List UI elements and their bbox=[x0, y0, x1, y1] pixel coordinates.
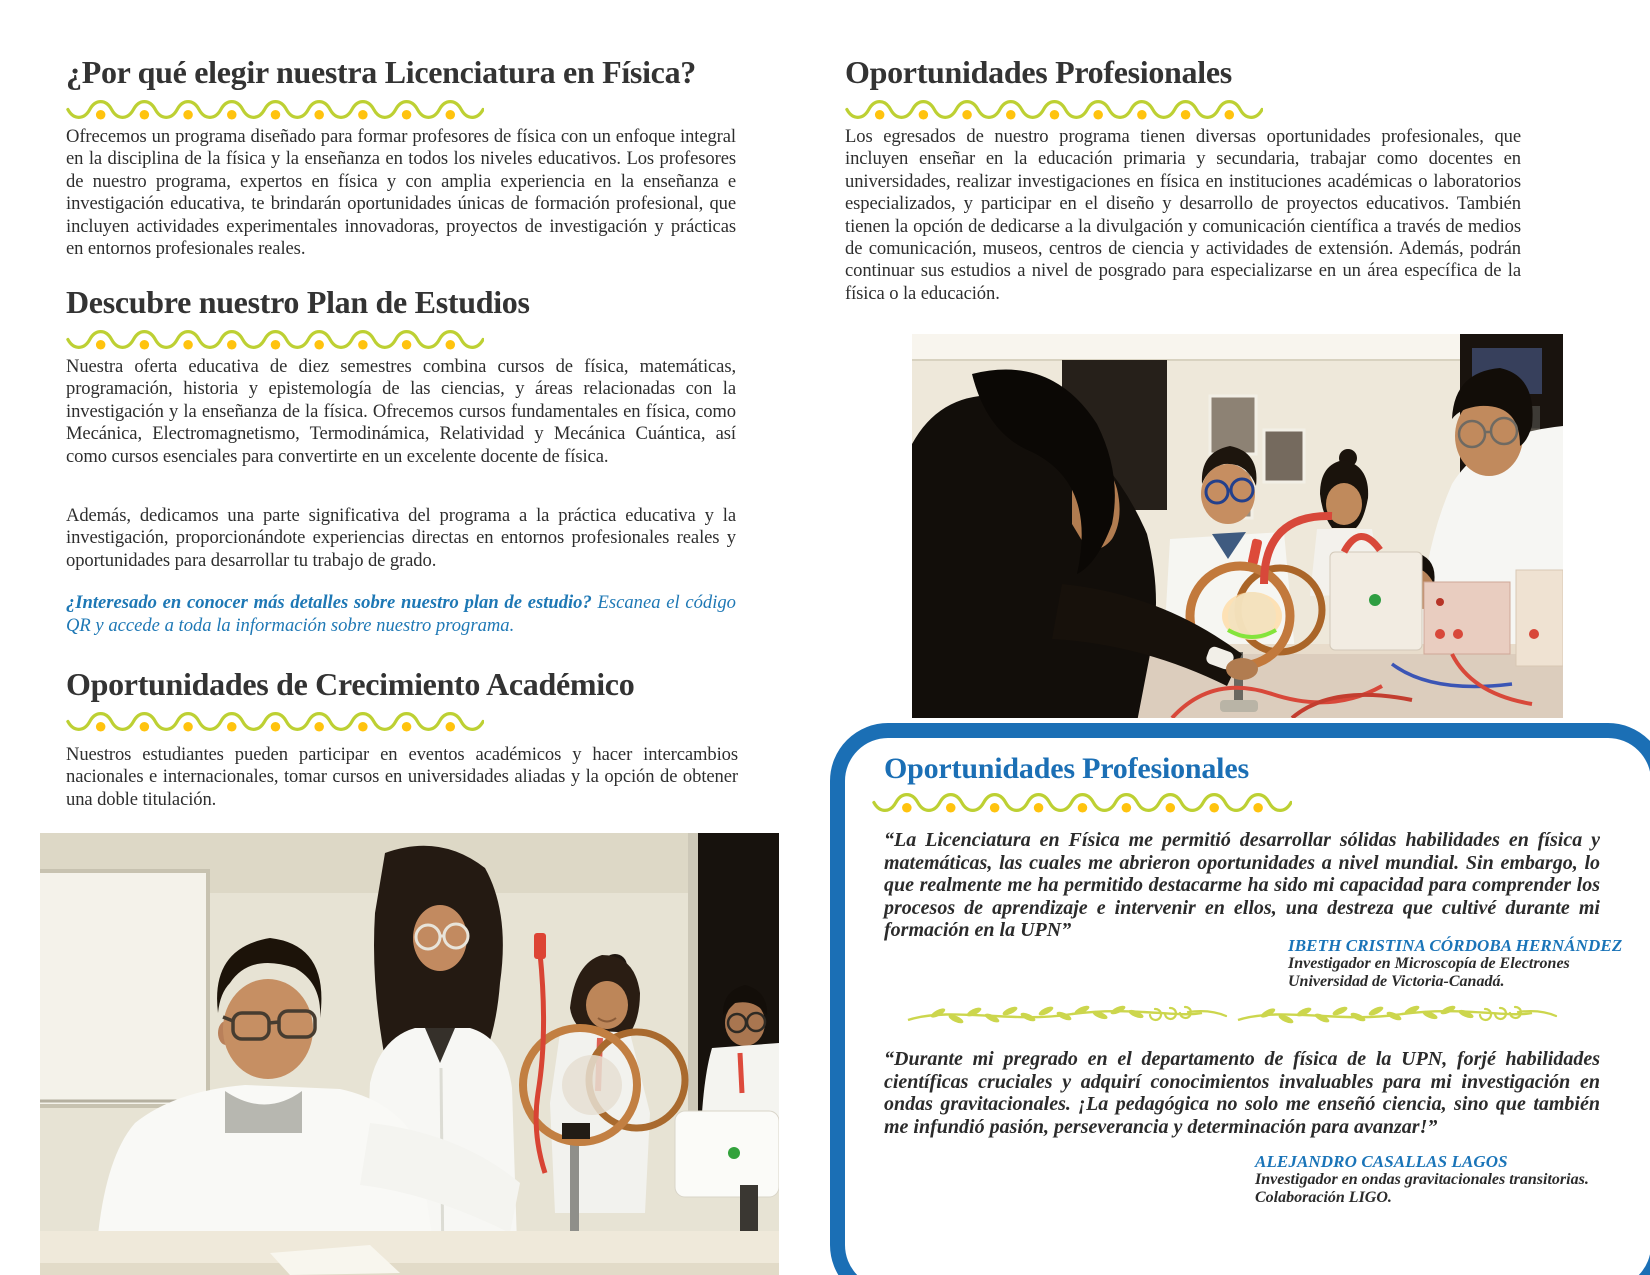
testimonial-role: Investigador en Microscopía de Electrones bbox=[1288, 955, 1570, 972]
wave-divider bbox=[872, 789, 1292, 816]
testimonial-quote: “Durante mi pregrado en el departamento de física de la UPN, forjé habilidades científicas cruciales y adquirí conocimientos invaluables para mi investigación en ondas gravitacionales. ¡La pedagógica no solo me enseñó ciencia, sino que también me infundió pasión, perseverancia y determinación para avanzar!” bbox=[884, 1048, 1600, 1138]
wave-divider bbox=[845, 96, 1263, 123]
testimonial-name: ALEJANDRO CASALLAS LAGOS bbox=[1255, 1152, 1508, 1171]
section-heading-why-choose: ¿Por qué elegir nuestra Licenciatura en Física? bbox=[66, 54, 696, 90]
testimonial-name: IBETH CRISTINA CÓRDOBA HERNÁNDEZ bbox=[1288, 936, 1623, 955]
testimonial-role: Colaboración LIGO. bbox=[1255, 1188, 1392, 1206]
testimonial-attribution bbox=[1255, 1152, 1589, 1206]
photo-students-lab bbox=[40, 833, 779, 1275]
qr-callout-question: ¿Interesado en conocer más detalles sobre nuestro plan de estudio? bbox=[66, 592, 592, 613]
testimonial-role: Universidad de Victoria-Canadá. bbox=[1288, 972, 1505, 990]
body-paragraph: Nuestros estudiantes pueden participar en eventos académicos y hacer intercambios nacionales e internacionales, tomar cursos en universidades aliadas y la opción de obtener una doble titulación. bbox=[66, 744, 738, 810]
wave-divider bbox=[66, 708, 484, 735]
testimonial-quote: “La Licenciatura en Física me permitió desarrollar sólidas habilidades en física y matemáticas, las cuales me abrieron oportunidades a nivel mundial. Sin embargo, lo que realmente me ha permitido destacarme ha sido mi capacidad para comprender los procesos de aprendizaje e intervenir en ellos, una destreza que cultivé durante mi formación en la UPN” bbox=[884, 829, 1600, 942]
body-paragraph: Nuestra oferta educativa de diez semestres combina cursos de física, matemáticas, programación, historia y epistemología de las ciencias, y áreas relacionadas con la investigación y la enseñanza de la física. Ofrecemos cursos fundamentales en física, como Mecánica, Electromagnetismo, Termodinámica, Relatividad y Mecánica Cuántica, así como cursos esenciales para convertirte en un excelente docente de física. bbox=[66, 356, 736, 467]
lab-table bbox=[40, 1231, 779, 1275]
wave-divider bbox=[66, 96, 484, 123]
testimonials-heading: Oportunidades Profesionales bbox=[884, 752, 1249, 785]
section-heading-oportunidades: Oportunidades Profesionales bbox=[845, 54, 1232, 90]
qr-callout-text bbox=[66, 592, 736, 637]
section-heading-crecimiento: Oportunidades de Crecimiento Académico bbox=[66, 666, 635, 702]
qr-callout-instruction: Escanea el código QR y accede a toda la información sobre nuestro programa. bbox=[66, 592, 736, 636]
photo-lab-demonstration bbox=[912, 334, 1563, 718]
testimonial-role: Investigador en ondas gravitacionales transitorias. bbox=[1255, 1171, 1589, 1188]
body-paragraph: Además, dedicamos una parte significativa del programa a la práctica educativa y la investigación, proporcionándote experiencias directas en entornos profesionales reales y oportunidades para desarrollar tu trabajo de grado. bbox=[66, 505, 736, 571]
section-heading-plan-estudios: Descubre nuestro Plan de Estudios bbox=[66, 284, 530, 320]
vine-divider bbox=[902, 998, 1562, 1034]
wave-divider bbox=[66, 326, 484, 353]
body-paragraph: Ofrecemos un programa diseñado para formar profesores de física con un enfoque integral en la disciplina de la física y la enseñanza en todos los niveles educativos. Los profesores de nuestro programa, expertos en física y con amplia experiencia en la enseñanza e investigación educativa, te brindarán oportunidades únicas de formación profesional, que incluyen actividades experimentales innovadoras, proyectos de investigación y prácticas en entornos profesionales reales. bbox=[66, 126, 736, 260]
body-paragraph: Los egresados de nuestro programa tienen diversas oportunidades profesionales, que incluyen enseñar en la educación primaria y secundaria, trabajar como docentes en universidades, realizar investigaciones en física en instituciones académicas o laboratorios especializados, y participar en el diseño y desarrollo de proyectos educativos. También tienen la opción de dedicarse a la divulgación y comunicación científica a través de medios de comunicación, museos, centros de ciencia y actividades de extensión. Además, podrán continuar sus estudios a nivel de posgrado para especializarse en un área específica de la física o la educación. bbox=[845, 126, 1521, 304]
testimonial-attribution bbox=[1288, 936, 1622, 990]
